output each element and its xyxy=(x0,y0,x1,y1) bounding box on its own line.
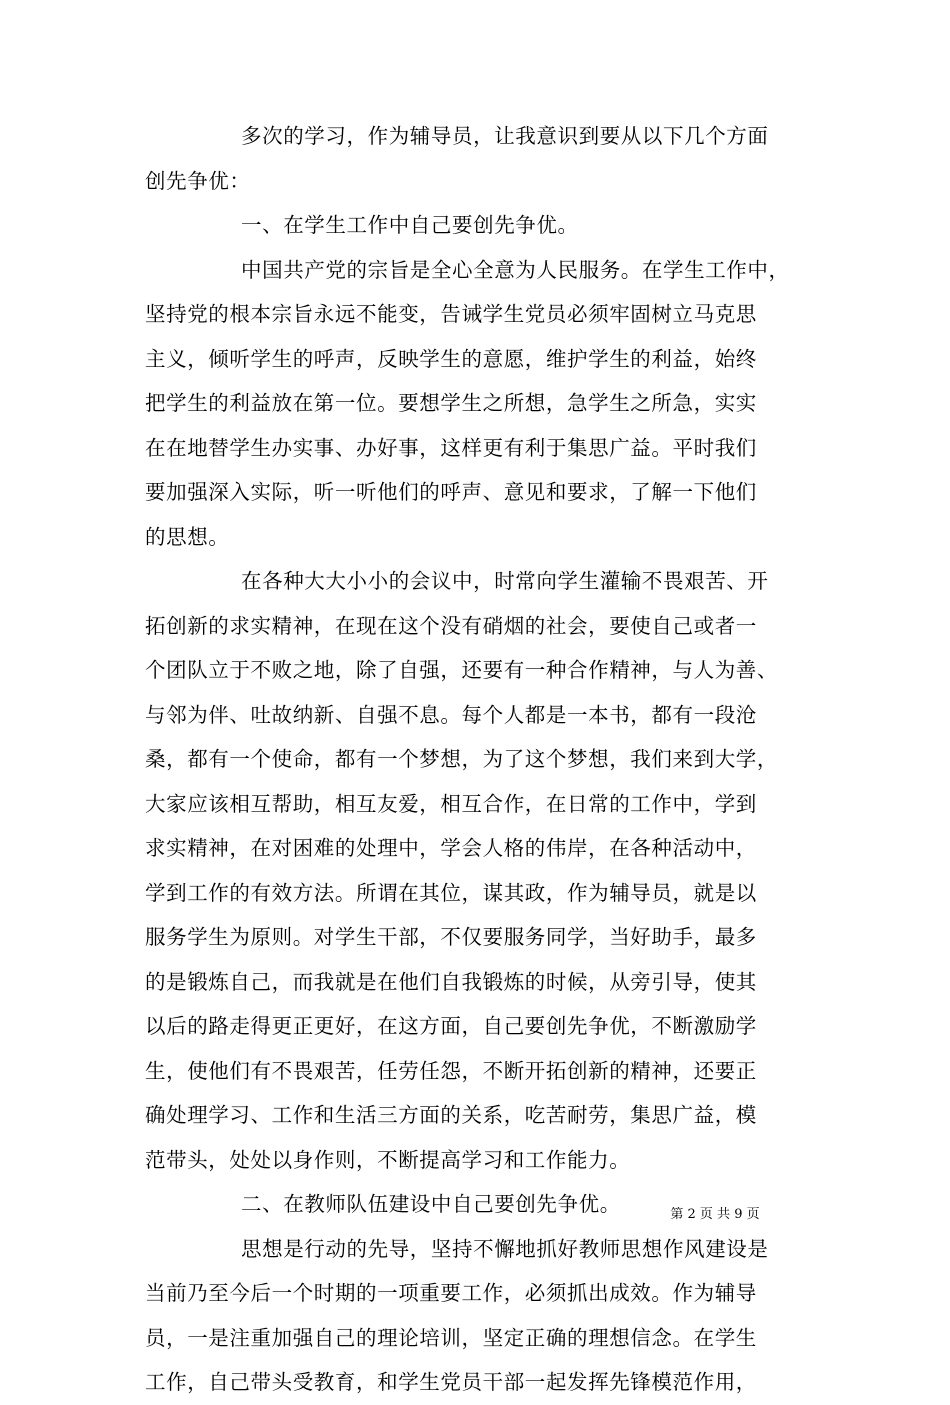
page-footer xyxy=(0,1203,950,1222)
paragraph-line: 创先争优： xyxy=(145,168,251,193)
paragraph-line: 以后的路走得更正更好，在这方面，自己要创先争优，不断激励学 xyxy=(145,1014,757,1038)
paragraph-line: 桑，都有一个使命，都有一个梦想，为了这个梦想，我们来到大学， xyxy=(145,747,778,771)
paragraph-line: 要加强深入实际，听一听他们的呼声、意见和要求，了解一下他们 xyxy=(145,480,757,504)
paragraph-first-line: 一、在学生工作中自己要创先争优。 xyxy=(241,213,579,237)
paragraph-line: 大家应该相互帮助，相互友爱，相互合作，在日常的工作中，学到 xyxy=(145,791,757,816)
paragraph-line: 员，一是注重加强自己的理论培训，坚定正确的理想信念。在学生 xyxy=(145,1325,757,1350)
paragraph-line: 工作，自己带头受教育，和学生党员干部一起发挥先锋模范作用， xyxy=(145,1370,757,1394)
paragraph-line: 求实精神，在对困难的处理中，学会人格的伟岸，在各种活动中， xyxy=(145,836,757,860)
paragraph-line: 服务学生为原则。对学生干部，不仅要服务同学，当好助手，最多 xyxy=(145,925,757,949)
paragraph-line: 在在地替学生办实事、办好事，这样更有利于集思广益。平时我们 xyxy=(145,435,757,460)
page-number-label: 第 2 页 共 9 页 xyxy=(670,1207,760,1222)
paragraph-line: 把学生的利益放在第一位。要想学生之所想，急学生之所急，实实 xyxy=(145,391,757,415)
paragraph-line: 生，使他们有不畏艰苦，任劳任怨，不断开拓创新的精神，还要正 xyxy=(145,1058,757,1083)
paragraph-line: 的是锻炼自己，而我就是在他们自我锻炼的时候，从旁引导，使其 xyxy=(145,969,757,994)
paragraph-first-line: 思想是行动的先导，坚持不懈地抓好教师思想作风建设是 xyxy=(241,1236,769,1261)
paragraph-line: 主义，倾听学生的呼声，反映学生的意愿，维护学生的利益，始终 xyxy=(145,346,757,371)
paragraph-line: 坚持党的根本宗旨永远不能变，告诫学生党员必须牢固树立马克思 xyxy=(145,302,757,326)
paragraph-line: 的思想。 xyxy=(145,524,230,549)
paragraph-first-line: 中国共产党的宗旨是全心全意为人民服务。在学生工作中， xyxy=(241,257,790,282)
paragraph-line: 学到工作的有效方法。所谓在其位，谋其政，作为辅导员，就是以 xyxy=(145,880,757,905)
paragraph-line: 与邻为伴、吐故纳新、自强不息。每个人都是一本书，都有一段沧 xyxy=(145,702,757,727)
paragraph-first-line: 在各种大大小小的会议中，时常向学生灌输不畏艰苦、开 xyxy=(241,569,769,593)
paragraph-first-line: 多次的学习，作为辅导员，让我意识到要从以下几个方面 xyxy=(241,124,769,148)
paragraph-line: 当前乃至今后一个时期的一项重要工作，必须抓出成效。作为辅导 xyxy=(145,1281,757,1305)
paragraph-line: 拓创新的求实精神，在现在这个没有硝烟的社会，要使自己或者一 xyxy=(145,613,757,638)
paragraph-line: 确处理学习、工作和生活三方面的关系，吃苦耐劳，集思广益，模 xyxy=(145,1103,757,1127)
paragraph-first-line: 二、在教师队伍建设中自己要创先争优。 xyxy=(241,1192,621,1216)
paragraph-line: 个团队立于不败之地，除了自强，还要有一种合作精神，与人为善、 xyxy=(145,658,778,682)
paragraph-line: 范带头，处处以身作则，不断提高学习和工作能力。 xyxy=(145,1147,631,1172)
